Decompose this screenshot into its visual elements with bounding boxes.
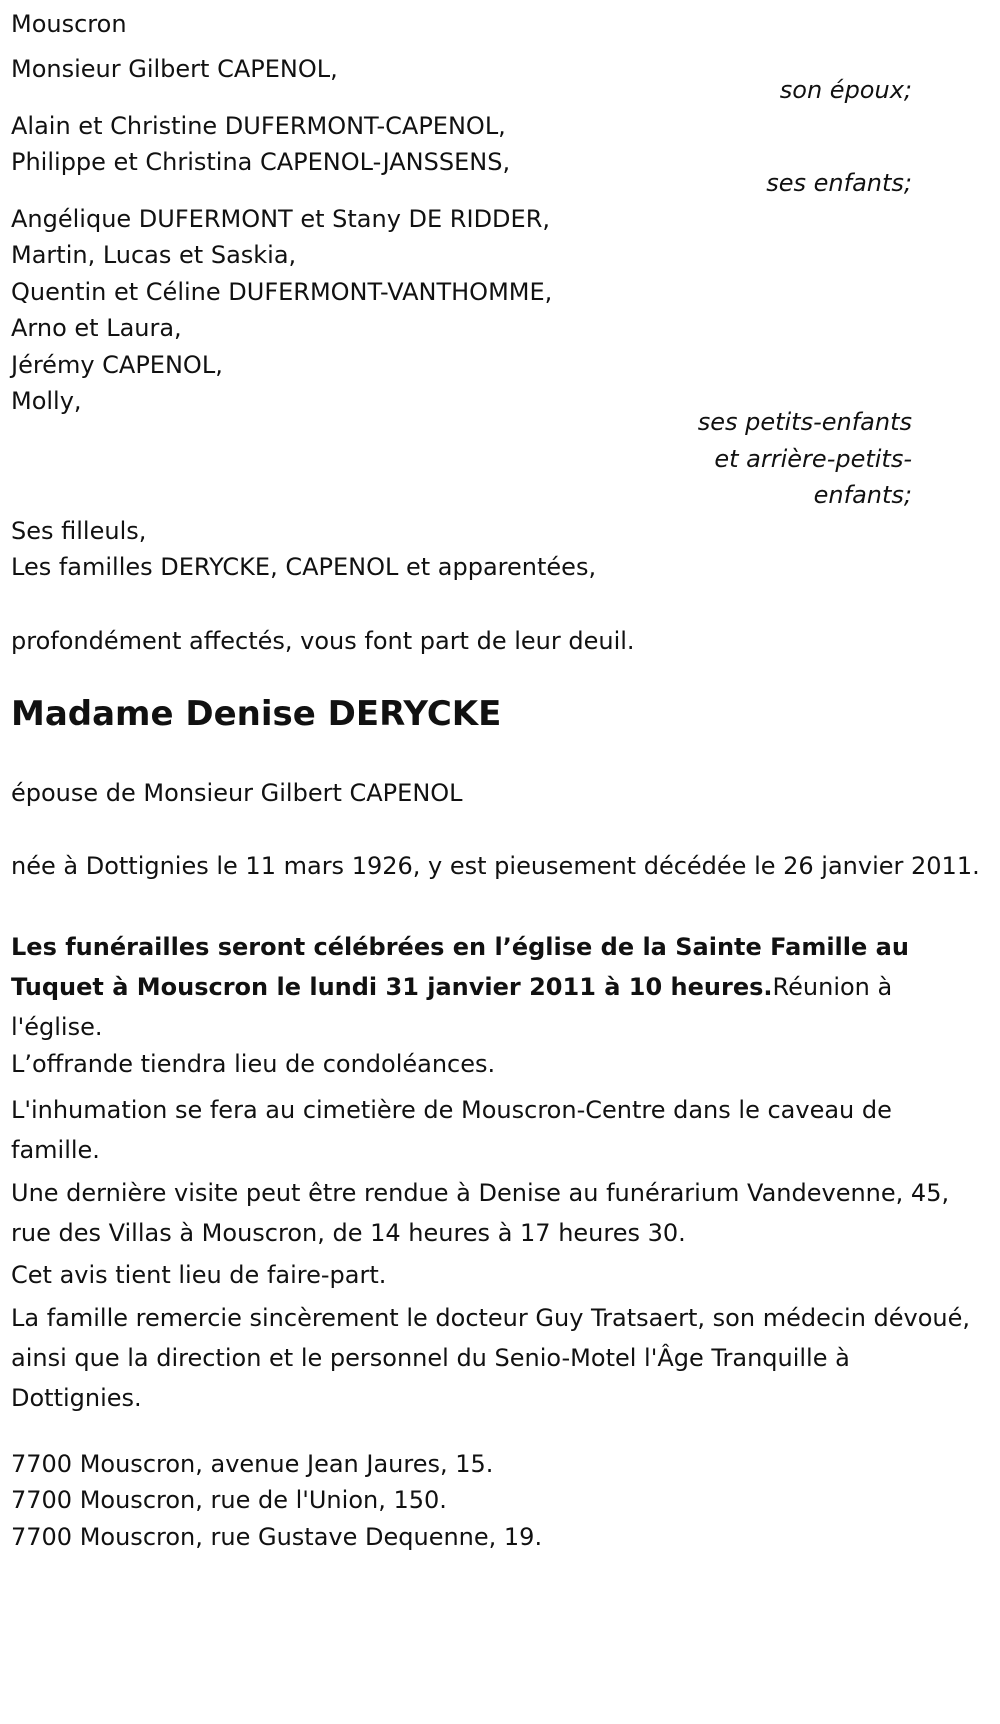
grandchildren-role-line: ses petits-enfants — [697, 408, 912, 436]
spouse-name: Monsieur Gilbert CAPENOL, — [11, 55, 338, 83]
funeral-details: Les funérailles seront célébrées en l’église de la Sainte Famille au Tuquet à Mouscron le lundi 31 janvier 2011 à 10 heures. — [11, 933, 909, 1001]
other-relatives-line: Ses filleuls, — [11, 517, 147, 545]
grandchild-line: Molly, — [11, 387, 82, 415]
grandchild-line: Jérémy CAPENOL, — [11, 351, 223, 379]
birth-death-text: née à Dottignies le 11 mars 1926, y est pieusement décédée le 26 janvier 2011. — [11, 852, 980, 880]
burial-text: L'inhumation se fera au cimetière de Mouscron-Centre dans le caveau de famille. — [11, 1096, 892, 1164]
grandchild-line: Martin, Lucas et Saskia, — [11, 241, 297, 269]
spouse-of-text: épouse de Monsieur Gilbert CAPENOL — [11, 779, 463, 807]
children-role: ses enfants; — [766, 169, 912, 197]
funeral-meeting: Réunion à l'église. — [11, 973, 893, 1041]
grandchildren-role-line: et arrière-petits- — [714, 445, 912, 473]
notice-text: Cet avis tient lieu de faire-part. — [11, 1261, 387, 1289]
address-line: 7700 Mouscron, rue de l'Union, 150. — [11, 1486, 447, 1514]
announcement-text: profondément affectés, vous font part de leur deuil. — [11, 627, 635, 655]
offering-text: L’offrande tiendra lieu de condoléances. — [11, 1050, 496, 1078]
grandchild-line: Arno et Laura, — [11, 314, 182, 342]
thanks-text: La famille remercie sincèrement le docteur Guy Tratsaert, son médecin dévoué, ainsi que la direction et le personnel du Senio-Motel l'Âge Tranquille à Dottignies. — [11, 1304, 971, 1412]
grandchild-line: Angélique DUFERMONT et Stany DE RIDDER, — [11, 205, 550, 233]
deceased-name: Madame Denise DERYCKE — [11, 694, 502, 734]
place-heading: Mouscron — [11, 10, 127, 38]
funeral-paragraph — [11, 927, 986, 1047]
grandchildren-role-line: enfants; — [813, 481, 912, 509]
grandchild-line: Quentin et Céline DUFERMONT-VANTHOMME, — [11, 278, 553, 306]
spouse-role: son époux; — [779, 76, 912, 104]
address-line: 7700 Mouscron, rue Gustave Dequenne, 19. — [11, 1523, 543, 1551]
visit-text: Une dernière visite peut être rendue à Denise au funérarium Vandevenne, 45, rue des Villas à Mouscron, de 14 heures à 17 heures 30. — [11, 1179, 950, 1247]
other-relatives-line: Les familles DERYCKE, CAPENOL et apparentées, — [11, 553, 597, 581]
child-line: Philippe et Christina CAPENOL-JANSSENS, — [11, 148, 511, 176]
child-line: Alain et Christine DUFERMONT-CAPENOL, — [11, 112, 506, 140]
address-line: 7700 Mouscron, avenue Jean Jaures, 15. — [11, 1450, 494, 1478]
